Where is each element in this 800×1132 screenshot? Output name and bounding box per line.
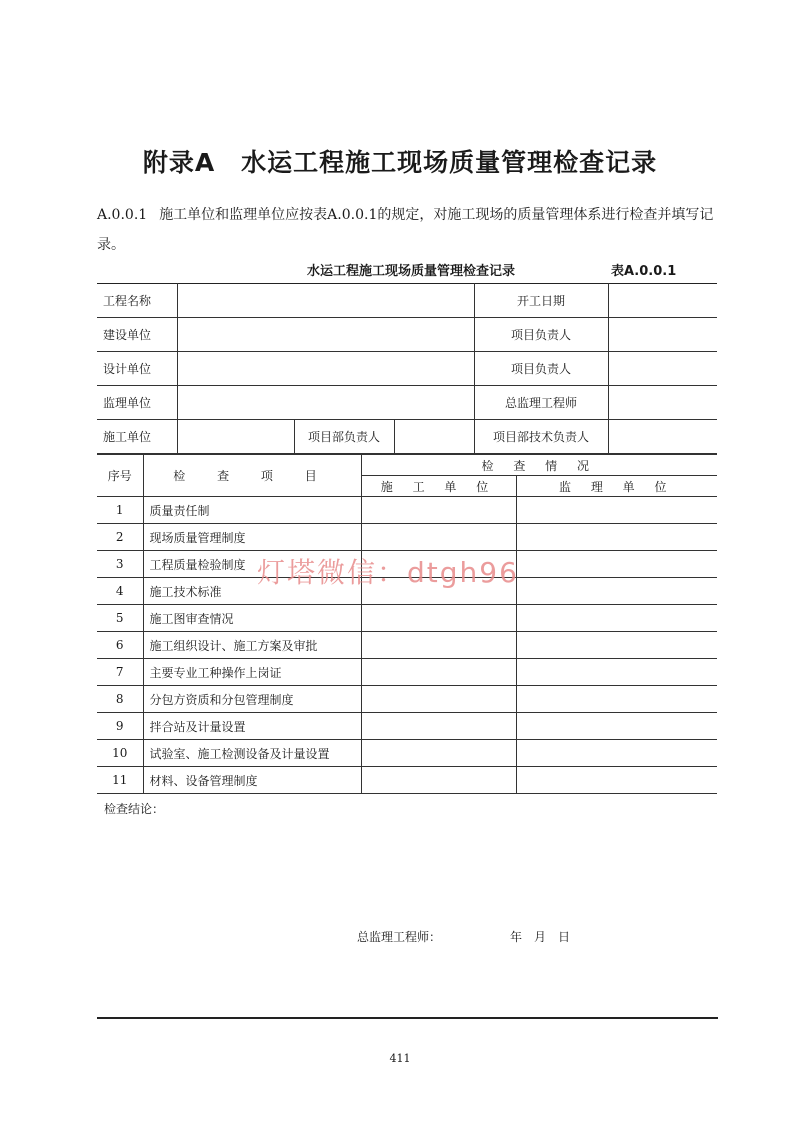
conclusion-label: 检查结论： (104, 802, 165, 816)
label-project-tech-leader: 项目部技术负责人 (474, 420, 608, 454)
value-project-leader-2[interactable] (608, 352, 717, 386)
watermark: 灯塔微信：dtgh96 (257, 556, 519, 589)
value-project-tech-leader[interactable] (608, 420, 717, 454)
row-number: 4 (97, 578, 143, 605)
page-number: 411 (389, 1052, 411, 1065)
label-project-name: 工程名称 (97, 284, 177, 318)
page-title: 附录A 水运工程施工现场质量管理检查记录 (142, 148, 658, 177)
row-item: 工程质量检验制度 (143, 551, 361, 578)
row-supervisor-result[interactable] (516, 632, 717, 659)
label-project-leader-2: 项目负责人 (474, 352, 608, 386)
row-item: 现场质量管理制度 (143, 524, 361, 551)
row-contractor-result[interactable] (361, 740, 516, 767)
table-row (97, 767, 717, 794)
info-table (97, 283, 717, 454)
row-number: 6 (97, 632, 143, 659)
value-project-name[interactable] (177, 284, 474, 318)
row-supervisor-result[interactable] (516, 659, 717, 686)
value-supervision-unit[interactable] (177, 386, 474, 420)
header-contractor: 施 工 单 位 (361, 476, 516, 497)
row-item: 施工图审查情况 (143, 605, 361, 632)
row-number: 10 (97, 740, 143, 767)
header-supervisor: 监 理 单 位 (516, 476, 717, 497)
value-project-dept-leader[interactable] (394, 420, 474, 454)
info-row-contractor (97, 420, 717, 454)
row-contractor-result[interactable] (361, 686, 516, 713)
table-row (97, 740, 717, 767)
row-item: 材料、设备管理制度 (143, 767, 361, 794)
signature-label: 总监理工程师： (357, 930, 442, 944)
row-number: 3 (97, 551, 143, 578)
value-construction-unit[interactable] (177, 318, 474, 352)
row-item: 分包方资质和分包管理制度 (143, 686, 361, 713)
row-contractor-result[interactable] (361, 605, 516, 632)
row-contractor-result[interactable] (361, 497, 516, 524)
row-contractor-result[interactable] (361, 632, 516, 659)
row-supervisor-result[interactable] (516, 605, 717, 632)
label-construction-unit: 建设单位 (97, 318, 177, 352)
table-row (97, 659, 717, 686)
row-number: 8 (97, 686, 143, 713)
table-caption-title: 水运工程施工现场质量管理检查记录 (307, 264, 516, 279)
header-seq: 序号 (97, 455, 143, 497)
header-item: 检 查 项 目 (143, 455, 361, 497)
value-contractor[interactable] (177, 420, 294, 454)
row-item: 施工组织设计、施工方案及审批 (143, 632, 361, 659)
row-supervisor-result[interactable] (516, 551, 717, 578)
label-supervision-unit: 监理单位 (97, 386, 177, 420)
row-contractor-result[interactable] (361, 524, 516, 551)
info-row-supervision-unit (97, 386, 717, 420)
clause-number: A.0.0.1 (97, 207, 148, 223)
row-item: 试验室、施工检测设备及计量设置 (143, 740, 361, 767)
check-header-row-1 (97, 455, 717, 476)
info-row-project (97, 284, 717, 318)
row-supervisor-result[interactable] (516, 713, 717, 740)
table-row (97, 686, 717, 713)
clause-paragraph (97, 200, 722, 260)
clause-text: 施工单位和监理单位应按表A.0.0.1的规定，对施工现场的质量管理体系进行检查并填写记录。 (97, 207, 714, 253)
value-start-date[interactable] (608, 284, 717, 318)
value-design-unit[interactable] (177, 352, 474, 386)
row-supervisor-result[interactable] (516, 686, 717, 713)
label-project-leader-1: 项目负责人 (474, 318, 608, 352)
header-status: 检 查 情 况 (361, 455, 717, 476)
row-contractor-result[interactable] (361, 713, 516, 740)
row-contractor-result[interactable] (361, 767, 516, 794)
info-row-design-unit (97, 352, 717, 386)
row-supervisor-result[interactable] (516, 767, 717, 794)
row-contractor-result[interactable] (361, 659, 516, 686)
info-row-construction-unit (97, 318, 717, 352)
row-number: 5 (97, 605, 143, 632)
signature-block (357, 928, 571, 945)
table-caption-number: 表A.0.0.1 (611, 264, 677, 279)
value-project-leader-1[interactable] (608, 318, 717, 352)
table-row (97, 632, 717, 659)
label-contractor: 施工单位 (97, 420, 177, 454)
table-caption (97, 260, 717, 280)
table-row (97, 605, 717, 632)
signature-date: 年 月 日 (510, 930, 571, 944)
row-number: 2 (97, 524, 143, 551)
row-item: 拌合站及计量设置 (143, 713, 361, 740)
label-start-date: 开工日期 (474, 284, 608, 318)
table-row (97, 497, 717, 524)
bottom-rule (97, 1017, 718, 1019)
row-item: 质量责任制 (143, 497, 361, 524)
row-number: 11 (97, 767, 143, 794)
row-item: 施工技术标准 (143, 578, 361, 605)
table-row (97, 713, 717, 740)
row-number: 1 (97, 497, 143, 524)
table-row (97, 524, 717, 551)
row-supervisor-result[interactable] (516, 740, 717, 767)
row-number: 9 (97, 713, 143, 740)
check-table (97, 454, 717, 794)
row-supervisor-result[interactable] (516, 524, 717, 551)
row-supervisor-result[interactable] (516, 497, 717, 524)
label-chief-supervisor: 总监理工程师 (474, 386, 608, 420)
label-design-unit: 设计单位 (97, 352, 177, 386)
row-number: 7 (97, 659, 143, 686)
row-item: 主要专业工种操作上岗证 (143, 659, 361, 686)
row-supervisor-result[interactable] (516, 578, 717, 605)
value-chief-supervisor[interactable] (608, 386, 717, 420)
label-project-dept-leader: 项目部负责人 (294, 420, 394, 454)
